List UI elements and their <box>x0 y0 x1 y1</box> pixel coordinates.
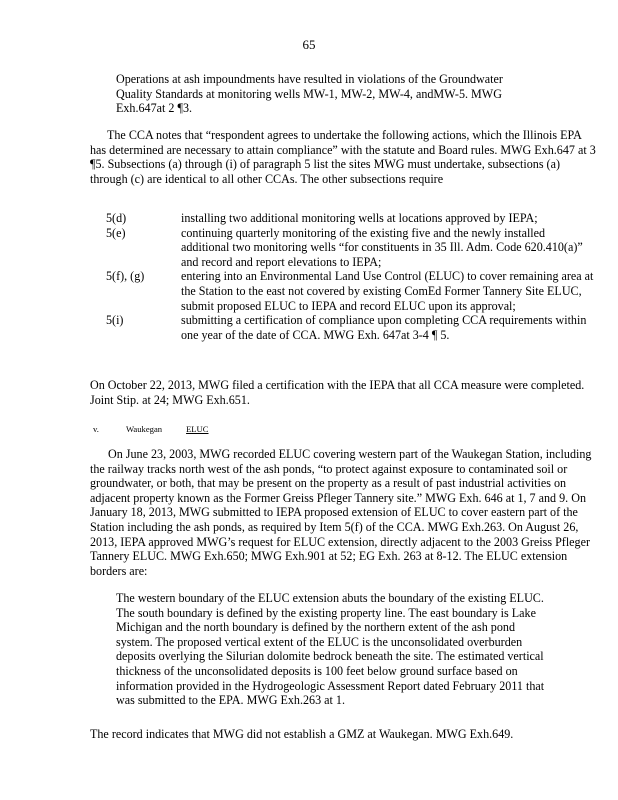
requirement-key: 5(f), (g) <box>106 269 145 284</box>
requirement-text: submitting a certification of compliance upon completing CCA requirements within one year of the date of CCA. MWG Exh. 647at 3-4 ¶ 5. <box>181 313 587 342</box>
section-title-part: Waukegan <box>126 424 163 434</box>
requirement-text: entering into an Environmental Land Use Control (ELUC) to cover remaining area at the Station to the east not covered by existing ComEd Former Tannery Site ELUC, submit proposed ELUC to IEPA and record ELUC upon its approval; <box>181 269 594 313</box>
requirement-item <box>106 269 596 313</box>
page-number: 65 <box>302 37 316 52</box>
cca-text: The CCA notes that “respondent agrees to undertake the following actions, which the Illinois EPA has determined are necessary to attain compliance” with the statute and Board rules. MWG Exh.647 at 3 ¶5. Subsections (a) through (i) of paragraph 5 list the sites MWG must undertake, subsections (a) through (c) are identical to all other CCAs. The other subsections require <box>90 128 596 186</box>
requirement-text: installing two additional monitoring wells at locations approved by IEPA; <box>181 211 538 225</box>
section-heading <box>93 424 223 434</box>
requirement-key: 5(d) <box>106 211 127 225</box>
section-numeral: v. <box>93 424 99 434</box>
requirement-item <box>106 313 596 342</box>
closing-text: The record indicates that MWG did not establish a GMZ at Waukegan. MWG Exh.649. <box>90 727 514 741</box>
requirements-list <box>106 211 596 342</box>
requirement-key: 5(i) <box>106 313 124 328</box>
requirement-text: continuing quarterly monitoring of the existing five and the newly installed additional two monitoring wells “for constituents in 35 Ill. Adm. Code 620.410(a)” and record and report elevations to IEPA; <box>181 225 583 269</box>
section-title-part: ELUC <box>186 424 209 434</box>
october-paragraph <box>90 378 598 407</box>
requirement-key: 5(e) <box>106 225 126 240</box>
intro-text: Operations at ash impoundments have resulted in violations of the Groundwater Quality Standards at monitoring wells MW-1, MW-2, MW-4, andMW-5. MWG Exh.647at 2 ¶3. <box>116 72 503 116</box>
requirement-item <box>106 211 596 226</box>
quote-block <box>116 591 546 708</box>
quote-text: The western boundary of the ELUC extension abuts the boundary of the existing ELUC. The south boundary is defined by the existing property line. The east boundary is Lake Michigan and the north boundary is defined by the northern extent of the ash pond system. The proposed vertical extent of the ELUC is the unconsolidated overburden deposits overlying the Silurian dolomite bedrock beneath the site. The estimated vertical thickness of the unconsolidated deposits is 100 feet below ground surface based on information provided in the Hydrogeologic Assessment Report dated February 2011 that was submitted to the EPA. MWG Exh.263 at 1. <box>116 591 545 708</box>
cca-paragraph <box>90 128 598 186</box>
june-text: On June 23, 2003, MWG recorded ELUC covering western part of the Waukegan Station, including the railway tracks north west of the ash ponds, “to protect against exposure to contaminated soil or groundwater, or both, that may be present on the property as a result of past industrial activities on adjacent property known as the Former Greiss Pfleger Tannery site.” MWG Exh. 646 at 1, 7 and 9. On January 18, 2013, MWG submitted to IEPA proposed extension of ELUC to cover eastern part of the Station including the ash ponds, as required by Item 5(f) of the CCA. MWG Exh.263. On August 26, 2013, IEPA approved MWG’s request for ELUC extension, directly adjacent to the 2003 Greiss Pfleger Tannery ELUC. MWG Exh.650; MWG Exh.901 at 52; EG Exh. 263 at 8-12. The ELUC extension borders are: <box>90 447 592 578</box>
intro-block <box>116 72 536 116</box>
requirement-item <box>106 226 596 270</box>
october-text: On October 22, 2013, MWG filed a certification with the IEPA that all CCA measure were completed. Joint Stip. at 24; MWG Exh.651. <box>90 378 585 407</box>
june-paragraph <box>90 447 598 578</box>
closing-paragraph <box>90 727 598 742</box>
